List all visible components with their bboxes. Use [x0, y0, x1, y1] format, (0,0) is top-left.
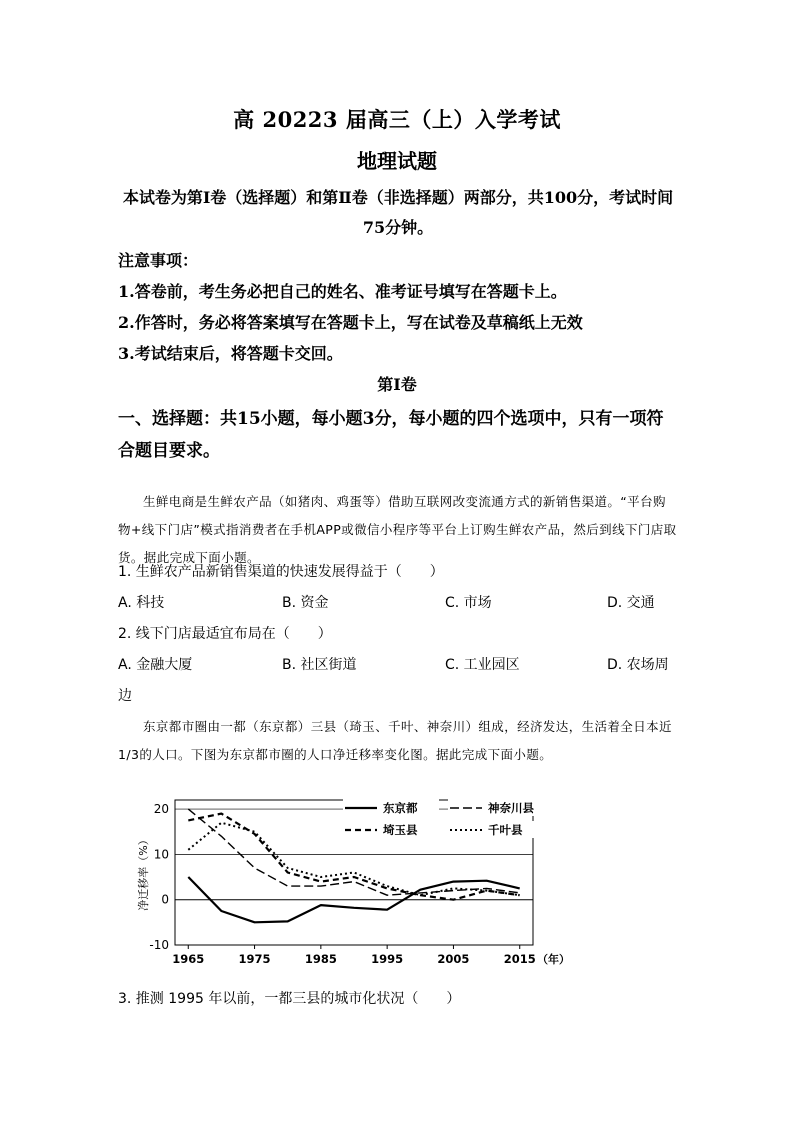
- q2-option-d[interactable]: D. 农场周: [607, 657, 669, 673]
- y-tick-label: -10: [149, 938, 169, 952]
- q1-option-c[interactable]: C. 市场: [445, 595, 492, 611]
- x-unit-label: （年）: [537, 953, 570, 966]
- q1-option-b[interactable]: B. 资金: [282, 595, 329, 611]
- x-tick-label: 2005: [437, 952, 470, 966]
- q1-option-a[interactable]: A. 科技: [118, 595, 165, 611]
- y-axis-label: 净迁移率（%）: [137, 834, 150, 911]
- question-3-stem: 3. 推测 1995 年以前，一都三县的城市化状况（ ）: [118, 991, 461, 1007]
- section-instruction: 一、选择题：共15小题，每小题3分，每小题的四个选项中，只有一项符合题目要求。: [118, 409, 664, 461]
- x-tick-label: 1965: [172, 952, 205, 966]
- passage-1: 生鲜电商是生鲜农产品（如猪肉、鸡蛋等）借助互联网改变流通方式的新销售渠道。“平台购物+线下门店”模式指消费者在手机APP或微信小程序等平台上订购生鲜农产品，然后到线下门店取货。据此完成下面小题。: [118, 494, 677, 565]
- q2-option-a[interactable]: A. 金融大厦: [118, 657, 193, 673]
- legend-label-1: 神奈川县: [488, 801, 534, 815]
- x-tick-label: 1985: [304, 952, 337, 966]
- question-1-stem: 1. 生鲜农产品新销售渠道的快速发展得益于（ ）: [118, 564, 444, 580]
- y-tick-label: 0: [161, 892, 169, 907]
- exam-intro: 本试卷为第Ⅰ卷（选择题）和第Ⅱ卷（非选择题）两部分，共100分，考试时间75分钟。: [122, 188, 674, 237]
- notice-item-2: 2.作答时，务必将答案填写在答题卡上，写在试卷及草稿纸上无效: [118, 313, 583, 332]
- q1-option-d[interactable]: D. 交通: [607, 595, 655, 611]
- x-tick-label: 2015: [503, 952, 536, 966]
- q2-option-b[interactable]: B. 社区街道: [282, 657, 357, 673]
- section-label: 第Ⅰ卷: [377, 375, 417, 394]
- legend-label-0: 东京都: [383, 801, 418, 815]
- subject-title: 地理试题: [357, 149, 437, 173]
- q2-option-d-wrap: 边: [118, 688, 132, 704]
- notice-item-1: 1.答卷前，考生务必把自己的姓名、准考证号填写在答题卡上。: [118, 282, 567, 301]
- notice-item-3: 3.考试结束后，将答题卡交回。: [118, 344, 343, 363]
- x-tick-label: 1995: [371, 952, 404, 966]
- notice-heading: 注意事项：: [118, 251, 199, 270]
- q2-option-c[interactable]: C. 工业园区: [445, 657, 520, 673]
- question-2-stem: 2. 线下门店最适宜布局在（ ）: [118, 626, 332, 642]
- passage-2: 东京都市圈由一都（东京都）三县（琦玉、千叶、神奈川）组成，经济发达，生活着全日本近1/3的人口。下图为东京都市圈的人口净迁移率变化图。据此完成下面小题。: [118, 719, 672, 762]
- legend-label-3: 千叶县: [488, 823, 523, 837]
- y-tick-label: 10: [153, 847, 169, 862]
- migration-rate-chart: [130, 790, 590, 975]
- exam-title: 高 20223 届高三（上）入学考试: [233, 107, 561, 132]
- y-tick-label: 20: [153, 802, 169, 817]
- legend-label-2: 埼玉县: [383, 823, 418, 837]
- x-tick-label: 1975: [238, 952, 271, 966]
